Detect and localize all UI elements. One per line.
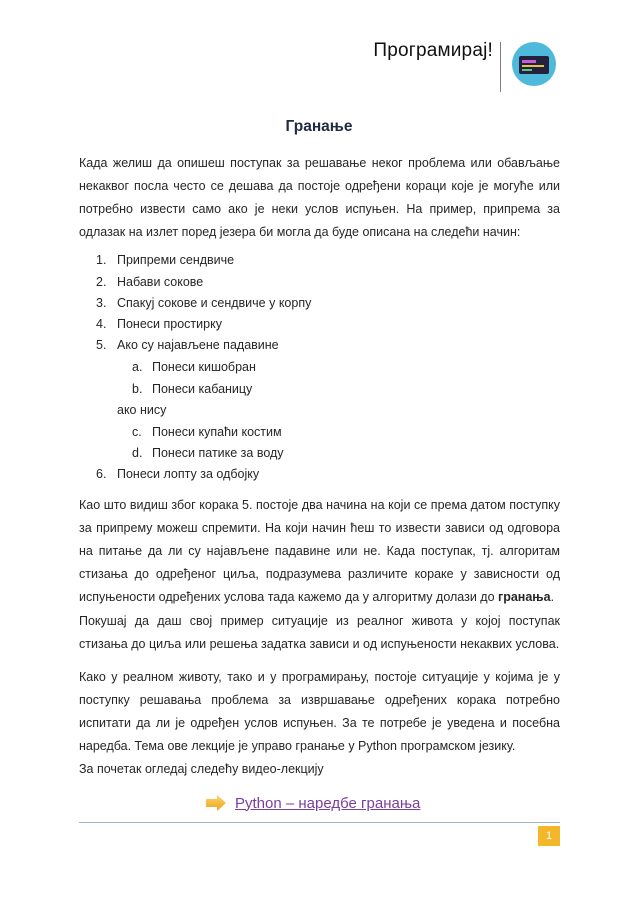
video-lesson-link[interactable] bbox=[205, 792, 420, 814]
intro-paragraph: Када желиш да опишеш поступак за решавање неког проблема или обављање некаквог посла често се дешава да постоје одређени кораци које је могуће или потребно извести само ако је неки услов испуњен. На пример, припрема за одлазак на излет поред језера би могла да буде описана на следећи начин: bbox=[79, 156, 560, 239]
arrow-right-icon bbox=[205, 795, 227, 811]
programming-paragraph: Како у реалном животу, тако и у програмирању, постоје ситуације у којима је у поступку решавања проблема за извршавање одређених корака потребно испитати да ли је одређен услов испуњен. За те потребе је уведена и посебна наредба. Тема ове лекције је управо гранање у Python програмском језику. bbox=[79, 670, 560, 753]
explanation-paragraph: Као што видиш због корака 5. постоје два начина на који се према датом поступку за припрему можеш спремити. На који начин ћеш то извести зависи од одговора на питање да ли су најављене падавине или не. Када поступак, тј. алгоритам стизања до одређеног циља, подразумева различите кораке у зависности од испуњености одређених услова тада кажемо да у алгоритму долази до гранања. bbox=[79, 498, 560, 604]
exercise-paragraph: Покушај да даш свој пример ситуације из реалног живота у којој поступак стизања до циља или решења задатка зависи и од испуњености некаквих услова. bbox=[79, 614, 560, 651]
footer-divider bbox=[79, 822, 560, 823]
video-intro-paragraph: За почетак огледај следећу видео-лекцију bbox=[79, 762, 324, 776]
header-divider bbox=[500, 42, 501, 92]
branching-term: гранања bbox=[498, 590, 551, 604]
page-title-container bbox=[0, 118, 638, 136]
page-title: Гранање bbox=[285, 118, 353, 135]
video-link-text[interactable]: Python – наредбе гранања bbox=[235, 794, 421, 812]
page-number: 1 bbox=[538, 826, 560, 846]
laptop-logo-icon bbox=[512, 42, 556, 86]
header-title: Програмирај! bbox=[373, 40, 493, 61]
